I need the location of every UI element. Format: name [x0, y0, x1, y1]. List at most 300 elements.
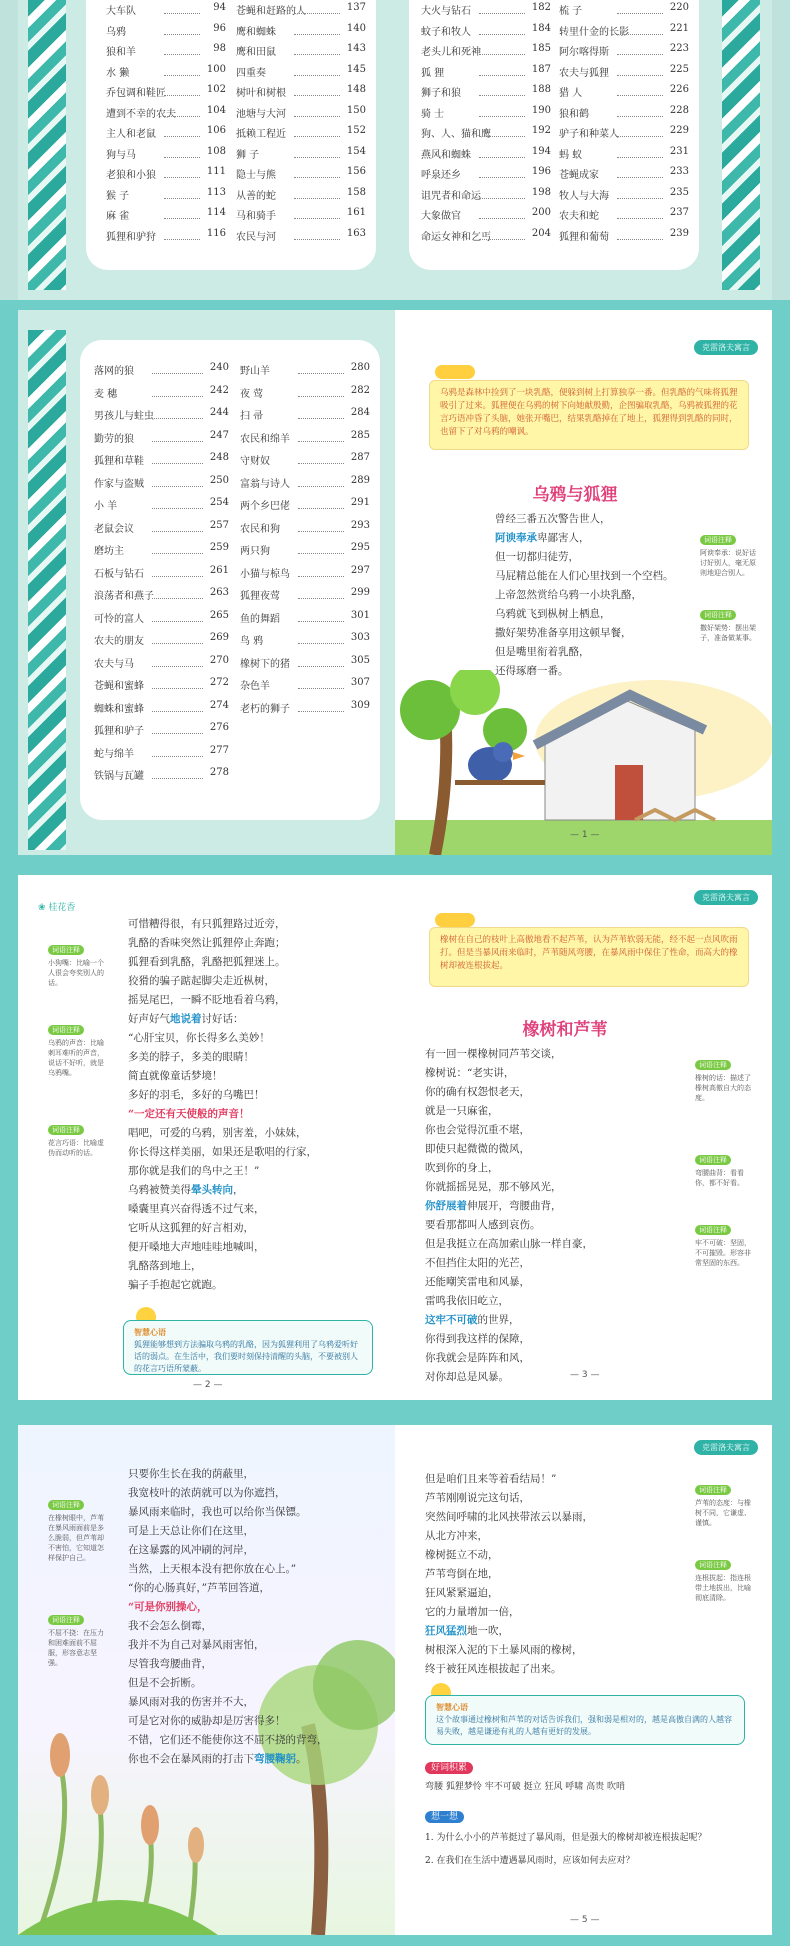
word-note-text: 小狗嘴：比喻一个人很会夸奖别人的话。: [48, 959, 104, 987]
poem-line: 你就摇摇晃晃，那不够风光，: [425, 1181, 562, 1193]
toc-entry[interactable]: [240, 587, 370, 607]
toc-entry-title: 鹰和田鼠: [236, 47, 276, 58]
poem-line: 它的力量增加一倍，: [425, 1606, 520, 1618]
toc-entry-title: 鸟 鸦: [240, 636, 264, 647]
toc-entry[interactable]: [236, 84, 366, 104]
toc-entry-page: 297: [350, 564, 370, 576]
toc-entry-title: 磨坊主: [94, 546, 124, 557]
word-note-tag: 词语注释: [700, 535, 736, 545]
toc-entry-title: 狐 狸: [421, 67, 445, 79]
toc-entry-title: 铁锅与瓦罐: [94, 771, 144, 782]
toc-entry-page: 198: [531, 186, 551, 198]
toc-entry-title: 马和骑手: [236, 211, 276, 222]
word-note-tag: 词语注释: [695, 1225, 731, 1235]
toc-entry-title: 麻 雀: [106, 211, 130, 222]
poem-line: 上帝忽然赏给乌鸦一小块乳酪，: [495, 589, 642, 601]
toc-leader-dots: [298, 508, 344, 509]
toc-entry[interactable]: [94, 745, 229, 765]
poem-line: 你得到我这样的保障，: [425, 1333, 530, 1345]
toc-entry[interactable]: [106, 228, 226, 248]
word-note-3: [695, 1225, 755, 1268]
poem-line: 你我就会是阵阵和风，: [425, 1352, 530, 1364]
toc-entry-page: 98: [213, 43, 226, 54]
guide-icon: [435, 913, 475, 927]
wisdom-box: [425, 1695, 745, 1745]
toc-entry[interactable]: [236, 2, 366, 22]
toc-entry[interactable]: [94, 362, 229, 382]
toc-leader-dots: [617, 34, 663, 35]
toc-entry-title: 抵赖工程近: [236, 129, 286, 140]
toc-entry-title: 蚊子和牧人: [421, 26, 471, 38]
toc-entry[interactable]: [106, 166, 226, 186]
toc-card-right: [409, 0, 699, 270]
toc-entry-title: 隐士与熊: [236, 170, 276, 181]
toc-leader-dots: [164, 198, 200, 199]
toc-entry[interactable]: [240, 497, 370, 517]
vocab-words: 弯腰 狐狸梦怜 牢不可破 挺立 狂风 呼啸 高贵 吹哨: [425, 1782, 626, 1792]
toc-entry-page: 143: [346, 43, 366, 54]
toc-leader-dots: [294, 239, 340, 240]
word-note-text: 乌鸦的声音：比喻刺耳难听的声音，说话不好听，就是乌鸦嘴。: [48, 1039, 104, 1077]
toc-entry-page: 156: [346, 166, 366, 177]
toc-leader-dots: [164, 116, 200, 117]
toc-entry[interactable]: [421, 146, 551, 166]
toc-entry[interactable]: [421, 84, 551, 104]
toc-leader-dots: [617, 198, 663, 199]
page-number: — 1 —: [570, 830, 600, 840]
poem-body: [425, 1045, 665, 1387]
poem-line: 可是上天总让你们在这里，: [128, 1525, 254, 1537]
toc-entry-page: 235: [669, 186, 689, 198]
toc-entry[interactable]: [236, 187, 366, 207]
poem-line: 好声好气地说着讨好话：: [128, 1013, 244, 1025]
toc-entry[interactable]: [559, 64, 689, 84]
toc-entry[interactable]: [106, 23, 226, 43]
toc-entry[interactable]: [421, 187, 551, 207]
poem-line: 狂风紧紧逼迫，: [425, 1587, 499, 1599]
toc-entry[interactable]: [240, 632, 370, 652]
toc-entry[interactable]: [94, 407, 229, 427]
toc-entry[interactable]: [94, 475, 229, 495]
story-title: 乌鸦与狐狸: [532, 485, 618, 505]
toc-leader-dots: [479, 13, 525, 14]
toc-entry[interactable]: [240, 610, 370, 630]
toc-entry-title: 老狼和小狼: [106, 170, 156, 181]
story-page-2: [18, 875, 395, 1400]
word-note-tag: 词语注释: [48, 1615, 84, 1625]
toc-entry-page: 140: [346, 22, 366, 34]
toc-entry-page: 182: [531, 2, 551, 13]
toc-entry-page: 257: [209, 519, 229, 531]
toc-entry[interactable]: [240, 475, 370, 495]
toc-entry[interactable]: [236, 125, 366, 145]
toc-right-page: [395, 0, 772, 300]
toc-left-page: [18, 0, 395, 300]
toc-entry[interactable]: [240, 520, 370, 540]
toc-entry-title: 狐狸夜莺: [240, 591, 280, 602]
toc-entry-page: 108: [206, 145, 226, 157]
toc-entry-page: 106: [206, 125, 226, 136]
toc-leader-dots: [294, 54, 340, 55]
toc-leader-dots: [294, 198, 340, 199]
poem-line: 但是咱们且来等着看结局！”: [425, 1473, 557, 1485]
toc-entry[interactable]: [240, 430, 370, 450]
toc-leader-dots: [479, 75, 525, 76]
toc-entry-title: 大象做官: [421, 211, 461, 222]
poem-line: 撒好架势准备享用这顿早餐，: [495, 627, 632, 639]
toc-entry-title: 水 獭: [106, 67, 130, 79]
poem-line: 但是不会折断。: [128, 1677, 202, 1689]
poem-line: 雷鸣我依旧屹立，: [425, 1295, 509, 1307]
toc-entry-page: 137: [346, 2, 366, 13]
toc-leader-dots: [294, 157, 340, 158]
toc-entry[interactable]: [94, 452, 229, 472]
guide-icon: [435, 365, 475, 379]
toc-leader-dots: [164, 218, 200, 219]
toc-entry[interactable]: [421, 166, 551, 186]
toc-entry[interactable]: [106, 125, 226, 145]
word-note-3: [48, 1125, 108, 1158]
toc-entry[interactable]: [421, 64, 551, 84]
wisdom-text: 这个故事通过橡树和芦苇的对话告诉我们，强和弱是相对的，越是高傲自满的人越容易失败，越是谦逊有礼的人越有更好的发展。: [436, 1715, 732, 1736]
toc-entry-title: 农民和狗: [240, 523, 280, 535]
toc-entry-title: 两个乡巴佬: [240, 501, 290, 512]
toc-leader-dots: [164, 75, 200, 76]
toc-entry-page: 305: [350, 654, 370, 666]
toc-entry[interactable]: [240, 655, 370, 675]
toc-entry[interactable]: [106, 187, 226, 207]
poem-line: 狐狸看到乳酪，乳酪把狐狸迷上。: [128, 956, 286, 968]
poem-line: 但一切都归徒劳，: [495, 551, 579, 563]
toc-leader-dots: [152, 778, 203, 779]
toc-entry-page: 307: [350, 677, 370, 688]
poem-line: 可是它对你的威胁却是厉害得多！: [128, 1715, 286, 1727]
toc-leader-dots: [152, 733, 203, 734]
toc-entry[interactable]: [94, 655, 229, 675]
toc-entry[interactable]: [94, 497, 229, 517]
poem-line: 乳酪落到地上，: [128, 1260, 202, 1272]
toc-entry[interactable]: [106, 2, 226, 22]
toc-leader-dots: [152, 711, 203, 712]
toc-entry-title: 梳 子: [559, 6, 583, 17]
toc-entry[interactable]: [94, 587, 229, 607]
toc-entry[interactable]: [421, 2, 551, 22]
toc-entry-title: 可怜的富人: [94, 613, 144, 625]
poem-line: 你的确有权怨恨老天，: [425, 1086, 530, 1098]
toc-entry[interactable]: [94, 565, 229, 585]
toc-entry[interactable]: [421, 43, 551, 63]
toc-leader-dots: [152, 688, 203, 689]
toc-entry-page: 263: [209, 587, 229, 598]
toc-entry-title: 农夫的朋友: [94, 636, 144, 647]
toc-card-2: [80, 340, 380, 820]
toc-entry[interactable]: [94, 430, 229, 450]
toc-entry[interactable]: [106, 64, 226, 84]
toc-entry[interactable]: [236, 228, 366, 248]
question-2: 2. 在我们在生活中遭遇暴风雨时，应该如何去应对？: [425, 1856, 635, 1866]
toc-entry[interactable]: [240, 362, 370, 382]
toc-entry-title: 四重奏: [236, 67, 266, 79]
toc-entry[interactable]: [106, 43, 226, 63]
toc-entry-title: 老头儿和死神: [421, 47, 481, 58]
toc-leader-dots: [152, 396, 203, 397]
toc-entry[interactable]: [559, 166, 689, 186]
toc-leader-dots: [298, 463, 344, 464]
poem-line: 从北方冲来，: [425, 1530, 488, 1542]
toc-entry[interactable]: [559, 105, 689, 125]
toc-entry-title: 苍蝇和蜜蜂: [94, 681, 144, 692]
toc-leader-dots: [294, 136, 340, 137]
toc-entry-title: 农民和绵羊: [240, 433, 290, 445]
toc-entry-page: 233: [669, 166, 689, 177]
word-note-tag: 词语注释: [695, 1485, 731, 1495]
toc-entry-page: 187: [531, 63, 551, 75]
toc-leader-dots: [298, 486, 344, 487]
toc-entry[interactable]: [240, 565, 370, 585]
toc-entry[interactable]: [94, 722, 229, 742]
toc-entry[interactable]: [421, 228, 551, 248]
stripe-border-left-2: [28, 330, 66, 850]
story-guide: 橡树在自己的枝叶上高傲地看不起芦苇，认为芦苇软弱无能，经不起一点风吹雨打。但是当暴风雨来临时，芦苇随风弯腰，在暴风雨中保住了性命，而高大的橡树却被连根拔起。: [429, 927, 749, 987]
toc-entry-title: 骑 士: [421, 108, 445, 120]
toc-entry[interactable]: [559, 23, 689, 43]
toc-entry-title: 小 羊: [94, 501, 118, 512]
toc-entry-title: 狮子和狼: [421, 88, 461, 99]
toc-entry-title: 狐狸和驴子: [94, 726, 144, 737]
toc-entry-title: 命运女神和乞丐: [421, 231, 491, 243]
poem-line: 马屁精总能在人们心里找到一个空档。: [495, 570, 674, 582]
toc-entry[interactable]: [106, 146, 226, 166]
toc-entry-page: 154: [346, 145, 366, 157]
toc-entry-title: 两只狗: [240, 546, 270, 557]
toc-leader-dots: [617, 13, 663, 14]
toc-card-left: [86, 0, 376, 270]
toc-entry[interactable]: [236, 146, 366, 166]
word-note-text: 弯腰曲背：看看你，都不好看。: [695, 1169, 744, 1187]
toc-entry-title: 老鼠会议: [94, 523, 134, 535]
toc-entry-title: 麦 穗: [94, 388, 118, 400]
toc-entry-page: 309: [350, 699, 370, 711]
toc-entry[interactable]: [236, 105, 366, 125]
toc-entry-page: 282: [350, 384, 370, 396]
toc-leader-dots: [294, 95, 340, 96]
toc-entry[interactable]: [421, 105, 551, 125]
toc-entry[interactable]: [240, 700, 370, 720]
toc-leader-dots: [479, 239, 525, 240]
logo: [38, 900, 75, 913]
toc-leader-dots: [617, 136, 663, 137]
toc-entry[interactable]: [240, 452, 370, 472]
word-note-text: 芦苇的态度：与橡树不同，它谦虚、谨慎。: [695, 1499, 751, 1527]
toc-entry-title: 男孩儿与蛀虫: [94, 411, 154, 422]
toc-entry-page: 295: [350, 542, 370, 553]
toc-entry[interactable]: [236, 207, 366, 227]
question-section: [425, 1810, 745, 1869]
toc-entry[interactable]: [94, 632, 229, 652]
toc-entry[interactable]: [421, 23, 551, 43]
toc-entry[interactable]: [240, 407, 370, 427]
toc-leader-dots: [152, 441, 203, 442]
toc-entry[interactable]: [559, 2, 689, 22]
poem-line: 就是一只麻雀，: [425, 1105, 499, 1117]
toc-entry-page: 242: [209, 384, 229, 396]
toc-leader-dots: [298, 396, 344, 397]
toc-entry[interactable]: [240, 542, 370, 562]
toc-leader-dots: [152, 621, 203, 622]
toc-entry-page: 225: [669, 63, 689, 75]
toc-entry[interactable]: [236, 23, 366, 43]
toc-entry[interactable]: [94, 767, 229, 787]
stripe-border-left: [28, 0, 66, 290]
toc-entry[interactable]: [559, 84, 689, 104]
toc-entry-title: 遭到不幸的农夫: [106, 108, 176, 120]
toc-entry-title: 树叶和树根: [236, 88, 286, 99]
toc-entry[interactable]: [559, 146, 689, 166]
poem-line: 简直就像童话梦境！: [128, 1070, 223, 1082]
toc-entry-page: 163: [346, 227, 366, 239]
poem-line: 只要你生长在我的荫蔽里，: [128, 1468, 254, 1480]
toc-entry[interactable]: [94, 677, 229, 697]
series-badge: 克雷洛夫寓言: [694, 890, 758, 905]
toc-entry[interactable]: [240, 677, 370, 697]
toc-entry[interactable]: [559, 43, 689, 63]
poem-line: 可惜糟得很，有只狐狸路过近旁，: [128, 918, 286, 930]
question-tag: 想一想: [425, 1811, 464, 1823]
poem-line: 我不会怎么倒霉，: [128, 1620, 212, 1632]
toc-entry[interactable]: [236, 166, 366, 186]
story-page-1: [395, 310, 772, 855]
toc-entry-title: 牧人与大海: [559, 190, 609, 202]
toc-leader-dots: [294, 177, 340, 178]
toc-leader-dots: [617, 218, 663, 219]
story-page-3: [395, 875, 772, 1400]
toc-entry-page: 96: [213, 22, 226, 34]
toc-entry[interactable]: [94, 700, 229, 720]
toc-leader-dots: [617, 157, 663, 158]
toc-leader-dots: [298, 531, 344, 532]
toc-leader-dots: [152, 666, 203, 667]
toc-entry[interactable]: [106, 84, 226, 104]
word-note-text: 撒好架势：摆出架子，准备做某事。: [700, 624, 756, 642]
wisdom-box: [123, 1320, 373, 1375]
toc-entry-page: 287: [350, 452, 370, 463]
toc-leader-dots: [298, 418, 344, 419]
toc-entry-title: 呼泉还乡: [421, 170, 461, 181]
toc-entry-title: 主人和老鼠: [106, 129, 156, 140]
poem-line: 这牢不可破的世界，: [425, 1314, 520, 1326]
toc-entry[interactable]: [559, 187, 689, 207]
toc-entry-title: 狗与马: [106, 149, 136, 161]
toc-entry-page: 299: [350, 587, 370, 598]
toc-entry[interactable]: [106, 207, 226, 227]
poem-body: [128, 1465, 378, 1769]
toc-entry-title: 农夫与马: [94, 658, 134, 670]
toc-entry-page: 185: [531, 43, 551, 54]
toc-leader-dots: [479, 177, 525, 178]
toc-entry[interactable]: [94, 520, 229, 540]
toc-entry-title: 扫 帚: [240, 411, 264, 422]
toc-entry-title: 夜 莺: [240, 388, 264, 400]
toc-leader-dots: [617, 116, 663, 117]
toc-leader-dots: [617, 239, 663, 240]
word-note-1: [48, 1500, 108, 1563]
toc-leader-dots: [298, 598, 344, 599]
toc-leader-dots: [479, 54, 525, 55]
toc-leader-dots: [479, 116, 525, 117]
toc-entry-title: 落网的狼: [94, 366, 134, 377]
poem-line: 骗子手抱起它就跑。: [128, 1279, 223, 1291]
toc-entry[interactable]: [94, 610, 229, 630]
toc-entry-page: 303: [350, 632, 370, 643]
poem-line: 要看那都叫人感到哀伤。: [425, 1219, 541, 1231]
word-note-1: [695, 1060, 755, 1103]
toc-entry-title: 橡树下的猪: [240, 658, 290, 670]
toc-entry[interactable]: [240, 385, 370, 405]
toc-entry-title: 阿尔喀得斯: [559, 47, 609, 58]
toc-entry-title: 鹰和蜘蛛: [236, 26, 276, 38]
toc-entry-title: 乔包调和鞋匠: [106, 88, 166, 99]
toc-entry-page: 114: [206, 207, 226, 218]
toc-entry-title: 农夫和蛇: [559, 211, 599, 222]
toc-leader-dots: [164, 157, 200, 158]
toc-entry-page: 240: [209, 362, 229, 373]
toc-entry-title: 大火与钻石: [421, 6, 471, 17]
toc-entry[interactable]: [559, 207, 689, 227]
toc-entry-page: 184: [531, 22, 551, 34]
toc-entry-title: 勤劳的狼: [94, 433, 134, 445]
toc-entry[interactable]: [421, 125, 551, 145]
toc-leader-dots: [164, 177, 200, 178]
toc-entry[interactable]: [559, 228, 689, 248]
word-note-2: [48, 1025, 108, 1078]
word-note-text: 在橡树眼中，芦苇在暴风雨面前是多么脆弱，但芦苇却不害怕，它知道怎样保护自己。: [48, 1514, 104, 1562]
poem-line: 不但挡住太阳的光芒，: [425, 1257, 530, 1269]
toc-leader-dots: [617, 177, 663, 178]
word-note-text: 牢不可破：坚固，不可摧毁。形容非常坚固的东西。: [695, 1239, 751, 1267]
poem-line: 还能嘲笑雷电和风暴，: [425, 1276, 530, 1288]
toc-entry-page: 221: [669, 22, 689, 34]
toc-leader-dots: [617, 75, 663, 76]
toc-entry[interactable]: [106, 105, 226, 125]
toc-entry[interactable]: [94, 542, 229, 562]
toc-entry[interactable]: [236, 64, 366, 84]
toc-entry[interactable]: [421, 207, 551, 227]
toc-entry-page: 259: [209, 542, 229, 553]
vocab-tag: 好词积累: [425, 1762, 473, 1774]
toc-leader-dots: [294, 75, 340, 76]
poem-line: 终于被狂风连根拔起了出来。: [425, 1663, 562, 1675]
toc-entry[interactable]: [236, 43, 366, 63]
toc-entry-page: 285: [350, 429, 370, 441]
word-note-2: [700, 610, 760, 643]
word-note-tag: 词语注释: [695, 1560, 731, 1570]
word-note-tag: 词语注释: [48, 1125, 84, 1135]
toc-entry[interactable]: [559, 125, 689, 145]
toc-entry-page: 274: [209, 699, 229, 711]
toc-leader-dots: [479, 34, 525, 35]
story-title: 橡树和芦苇: [522, 1020, 608, 1040]
toc-leader-dots: [164, 54, 200, 55]
toc-leader-dots: [617, 54, 663, 55]
toc-entry-page: 237: [669, 207, 689, 218]
toc-entry[interactable]: [94, 385, 229, 405]
toc-entry-page: 261: [209, 564, 229, 576]
toc-entry-title: 富翁与诗人: [240, 478, 290, 490]
poem-line: “心肝宝贝，你长得多么美妙！: [128, 1032, 270, 1044]
toc-entry-title: 诅咒者和命运: [421, 190, 481, 202]
word-note-1: [48, 945, 108, 988]
toc-entry-page: 248: [209, 452, 229, 463]
